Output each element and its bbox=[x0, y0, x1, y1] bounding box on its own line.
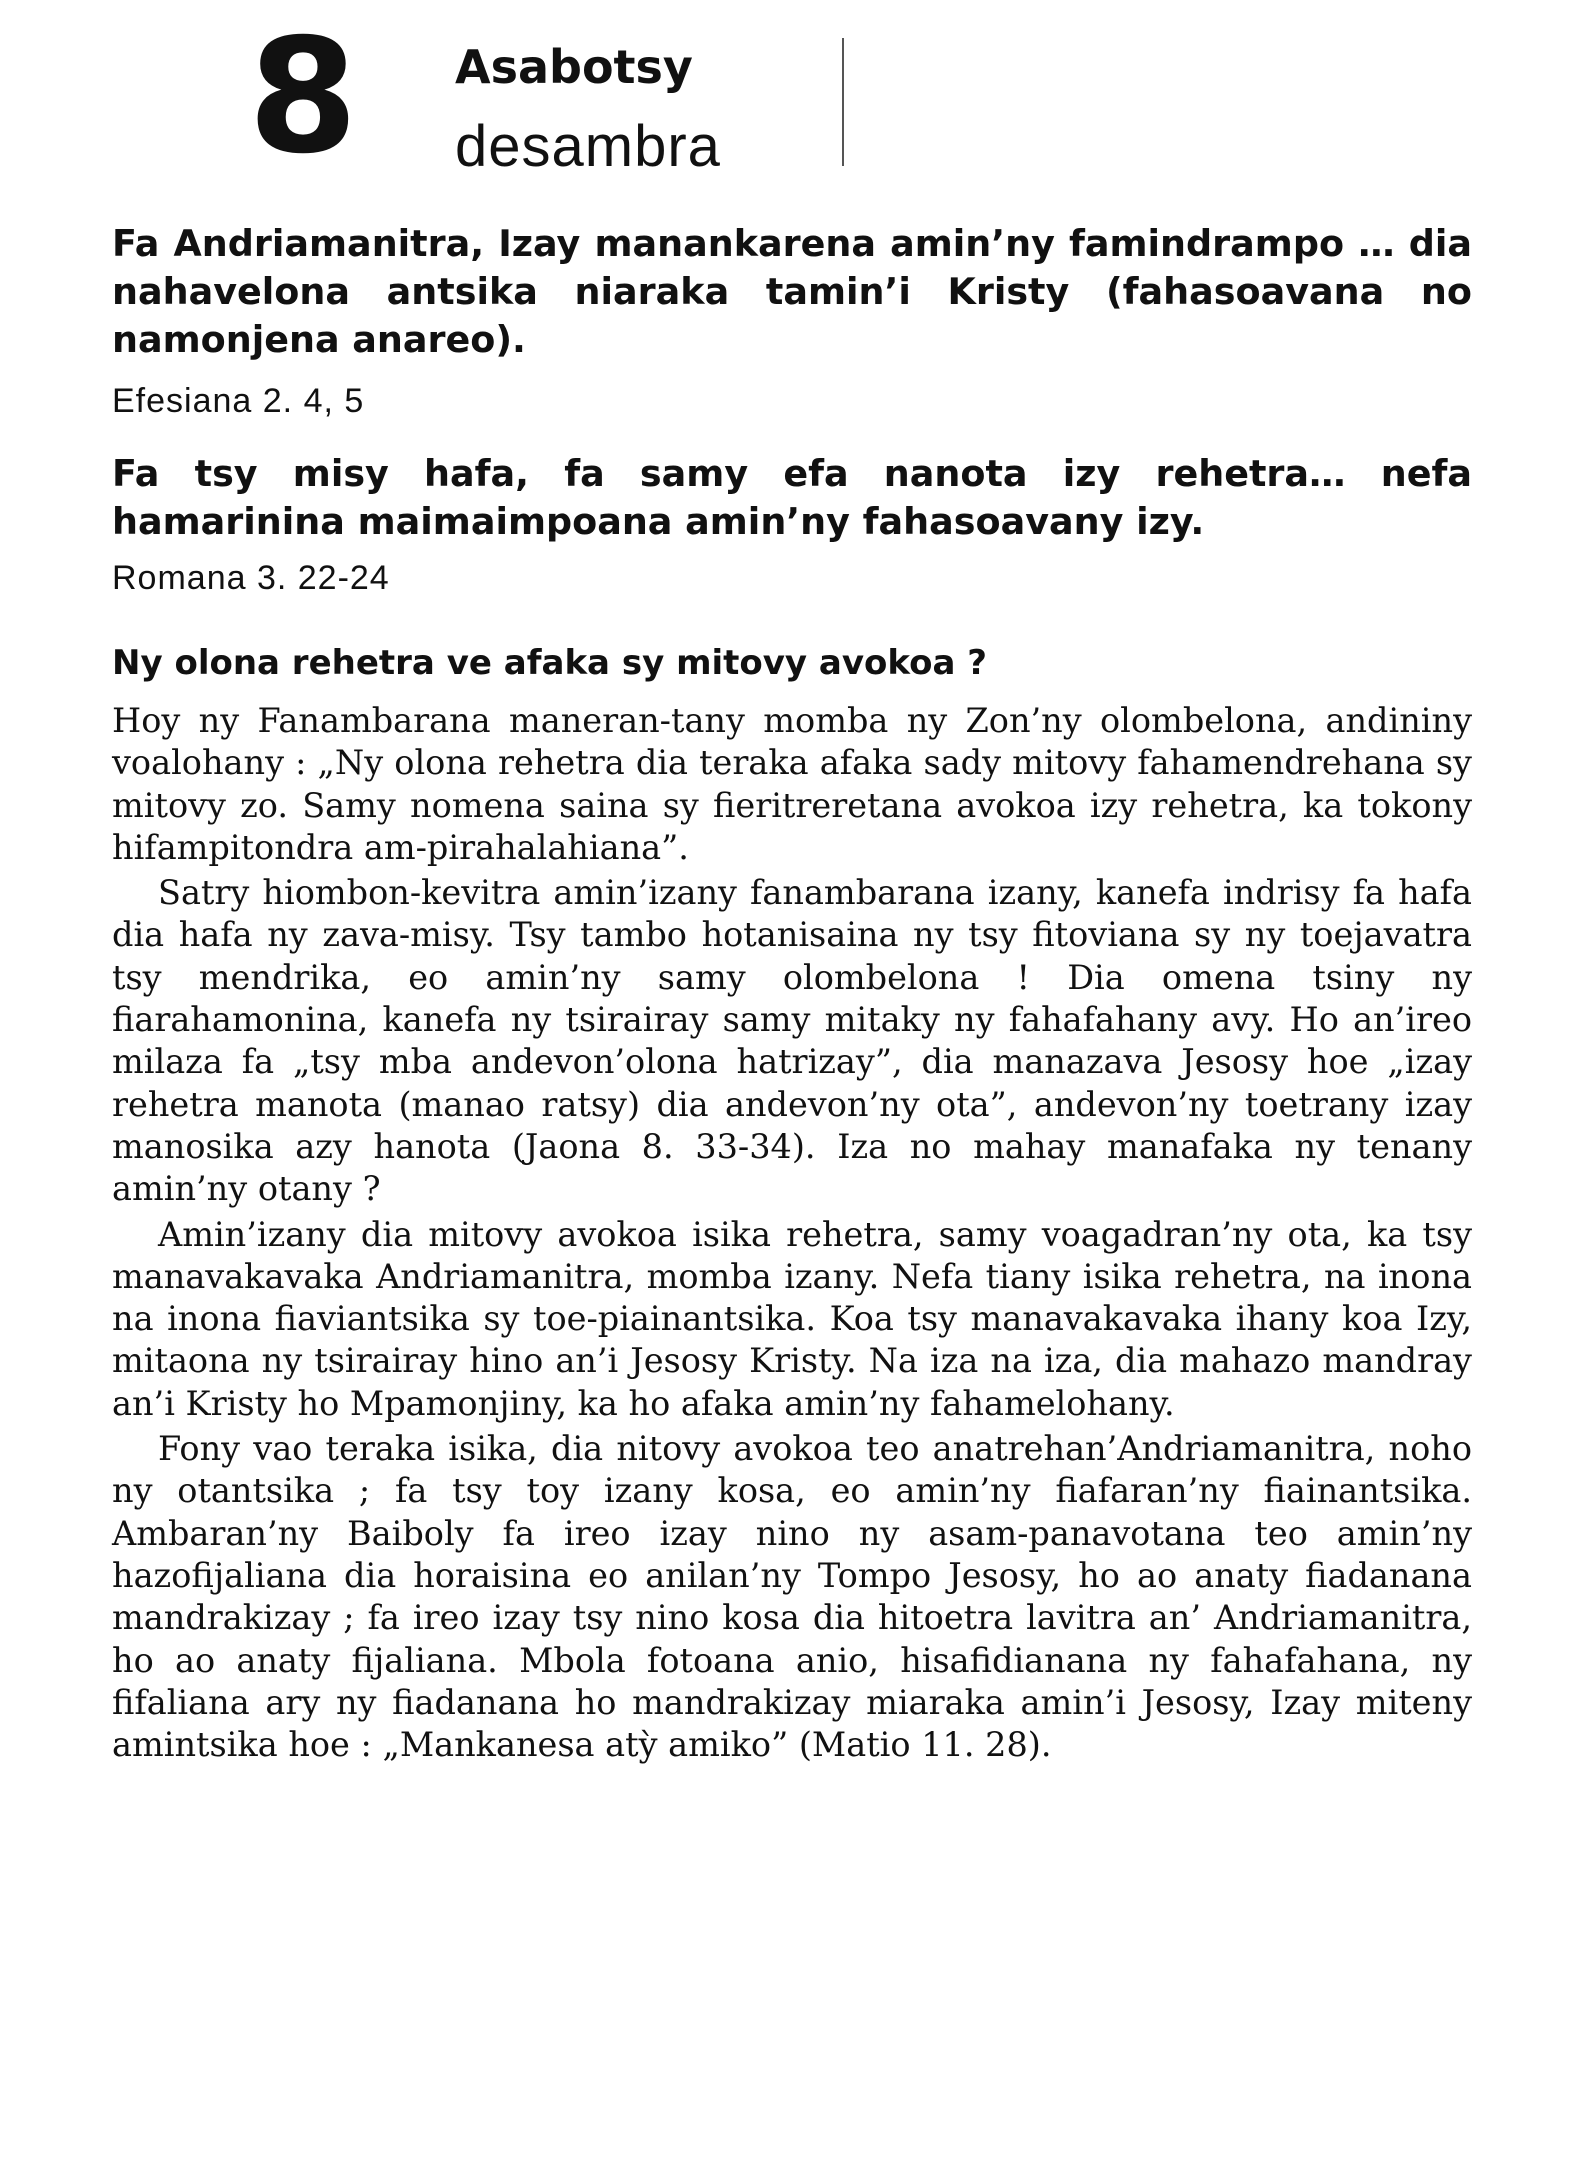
day-number: 8 bbox=[248, 5, 354, 189]
body-paragraph-2: Satry hiombon-kevitra amin’izany fanambarana izany, kanefa indrisy fa hafa dia hafa ny zava-misy. Tsy tambo hotanisaina ny tsy fitoviana sy ny toejavatra tsy mendrika, eo amin’ny samy olombelona ! Dia omena tsiny ny fiarahamonina, kanefa ny tsirairay samy mitaky ny fahafahany avy. Ho an’ireo milaza fa „tsy mba andevon’olona hatrizay”, dia manazava Jesosy hoe „izay rehetra manota (manao ratsy) dia andevon’ny ota”, andevon’ny toetrany izay manosika azy hanota (Jaona 8. 33-34). Iza no mahay manafaka ny tenany amin’ny otany ? bbox=[112, 873, 1472, 1209]
verse-text-1: Fa Andriamanitra, Izay manankarena amin’ny famindrampo … dia nahavelona antsika niaraka tamin’i Kristy (fahasoavana no namonjena anareo). bbox=[112, 222, 1472, 361]
verse-reference-2: Romana 3. 22-24 bbox=[112, 559, 390, 597]
devotion-title: Ny olona rehetra ve afaka sy mitovy avokoa ? bbox=[112, 643, 987, 683]
devotion-body bbox=[112, 700, 1472, 1769]
body-paragraph-3: Amin’izany dia mitovy avokoa isika rehetra, samy voagadran’ny ota, ka tsy manavakavaka Andriamanitra, momba izany. Nefa tiany isika rehetra, na inona na inona fiaviantsika sy toe-piainantsika. Koa tsy manavakavaka ihany koa Izy, mitaona ny tsirairay hino an’i Jesosy Kristy. Na iza na iza, dia mahazo mandray an’i Kristy ho Mpamonjiny, ka ho afaka amin’ny fahamelohany. bbox=[112, 1214, 1472, 1423]
month: desambra bbox=[455, 114, 721, 179]
verse-reference-1: Efesiana 2. 4, 5 bbox=[112, 382, 365, 420]
body-paragraph-1: Hoy ny Fanambarana maneran-tany momba ny Zon’ny olombelona, andininy voalohany : „Ny olona rehetra dia teraka afaka sady mitovy fahamendrehana sy mitovy zo. Samy nomena saina sy fieritreretana avokoa izy rehetra, ka tokony hifampitondra am-pirahalahiana”. bbox=[112, 701, 1472, 867]
weekday: Asabotsy bbox=[455, 40, 693, 94]
header-divider bbox=[842, 38, 844, 166]
verse-text-2: Fa tsy misy hafa, fa samy efa nanota izy rehetra… nefa hamarinina maimaimpoana amin’ny fahasoavany izy. bbox=[112, 452, 1472, 543]
body-paragraph-4: Fony vao teraka isika, dia nitovy avokoa teo anatrehan’Andriamanitra, noho ny otantsika ; fa tsy toy izany kosa, eo amin’ny fiafaran’ny fiainantsika. Ambaran’ny Baiboly fa ireo izay nino ny asam-panavotana teo amin’ny hazofijaliana dia horaisina eo anilan’ny Tompo Jesosy, ho ao anaty fiadanana mandrakizay ; fa ireo izay tsy nino kosa dia hitoetra lavitra an’ Andriamanitra, ho ao anaty fijaliana. Mbola fotoana anio, hisafidianana ny fahafahana, ny fifaliana ary ny fiadanana ho mandrakizay miaraka amin’i Jesosy, Izay miteny amintsika hoe : „Mankanesa atỳ amiko” (Matio 11. 28). bbox=[112, 1429, 1472, 1765]
